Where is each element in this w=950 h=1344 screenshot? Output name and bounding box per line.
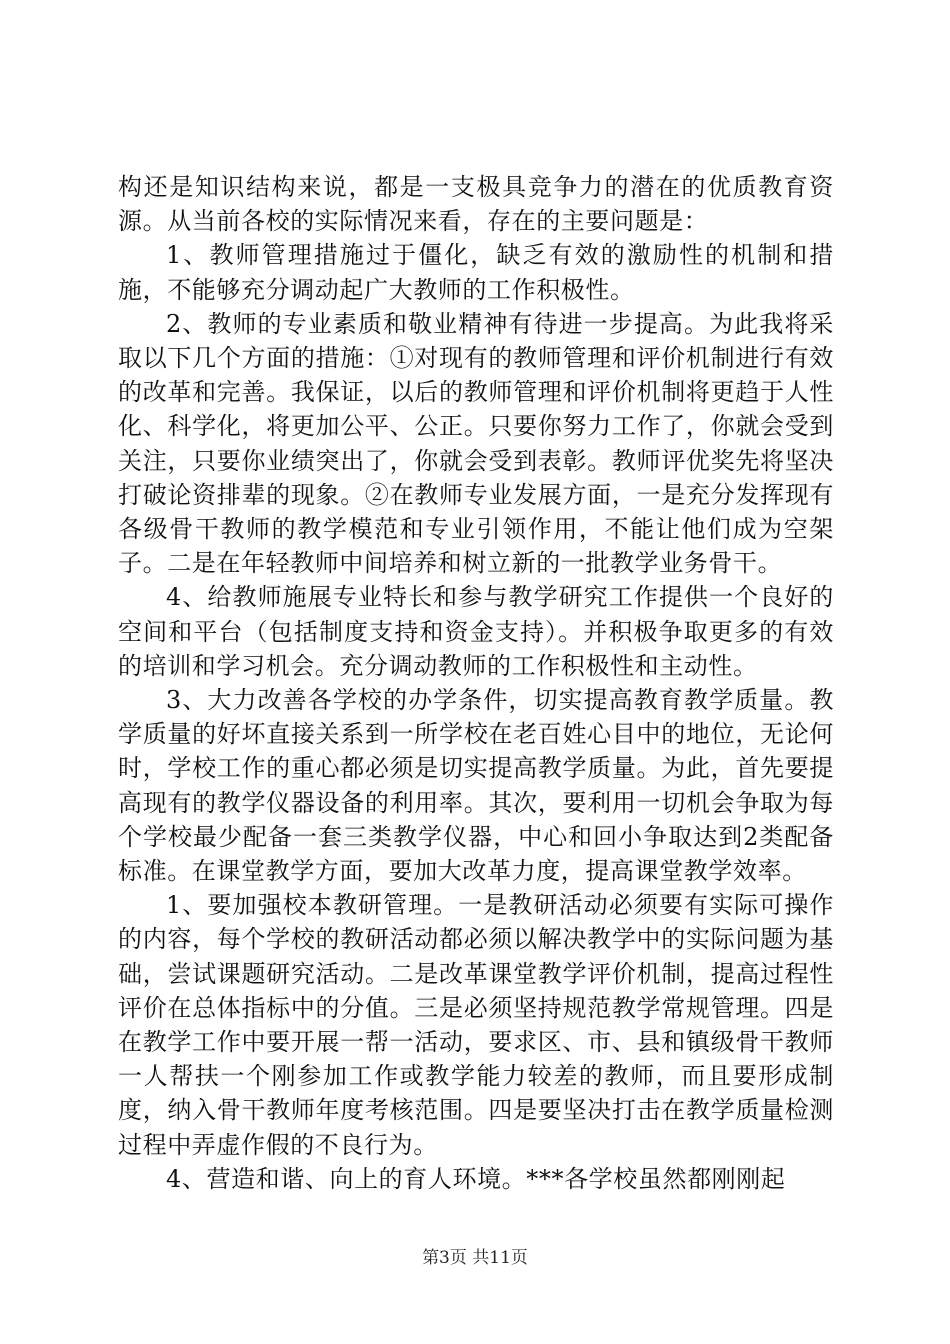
paragraph-1: 构还是知识结构来说，都是一支极具竞争力的潜在的优质教育资源。从当前各校的实际情况来看，存在的主要问题是： [118,173,834,236]
page-footer: 第3页 共11页 [422,1248,528,1268]
paragraph-7: 4、营造和谐、向上的育人环境。***各学校虽然都刚刚起 [166,1164,786,1193]
paragraph-6: 1、要加强校本教研管理。一是教研活动必须要有实际可操作的内容，每个学校的教研活动都必须以解决教学中的实际问题为基础，尝试课题研究活动。二是改革课堂教学评价机制，提高过程性评价在总体指标中的分值。三是必须坚持规范教学常规管理。四是在教学工作中要开展一帮一活动，要求区、市、县和镇级骨干教师一人帮扶一个刚参加工作或教学能力较差的教师，而且要形成制度，纳入骨干教师年度考核范围。四是要坚决打击在教学质量检测过程中弄虚作假的不良行为。 [118,891,834,1159]
paragraph-5: 3、大力改善各学校的办学条件，切实提高教育教学质量。教学质量的好坏直接关系到一所学校在老百姓心目中的地位，无论何时，学校工作的重心都必须是切实提高教学质量。为此，首先要提高现有的教学仪器设备的利用率。其次，要利用一切机会争取为每个学校最少配备一套三类教学仪器，中心和回小争取达到2类配备标准。在课堂教学方面，要加大改革力度，提高课堂教学效率。 [118,686,834,886]
paragraph-2: 1、教师管理措施过于僵化，缺乏有效的激励性的机制和措施，不能够充分调动起广大教师的工作积极性。 [118,241,834,304]
paragraph-3: 2、教师的专业素质和敬业精神有待进一步提高。为此我将采取以下几个方面的措施：①对现有的教师管理和评价机制进行有效的改革和完善。我保证，以后的教师管理和评价机制将更趋于人性化、科学化，将更加公平、公正。只要你努力工作了，你就会受到关注，只要你业绩突出了，你就会受到表彰。教师评优奖先将坚决打破论资排辈的现象。②在教师专业发展方面，一是充分发挥现有各级骨干教师的教学模范和专业引领作用，不能让他们成为空架子。二是在年轻教师中间培养和树立新的一批教学业务骨干。 [118,309,834,578]
paragraph-4: 4、给教师施展专业特长和参与教学研究工作提供一个良好的空间和平台（包括制度支持和资金支持）。并积极争取更多的有效的培训和学习机会。充分调动教师的工作积极性和主动性。 [118,583,834,680]
body-text [118,170,834,1196]
